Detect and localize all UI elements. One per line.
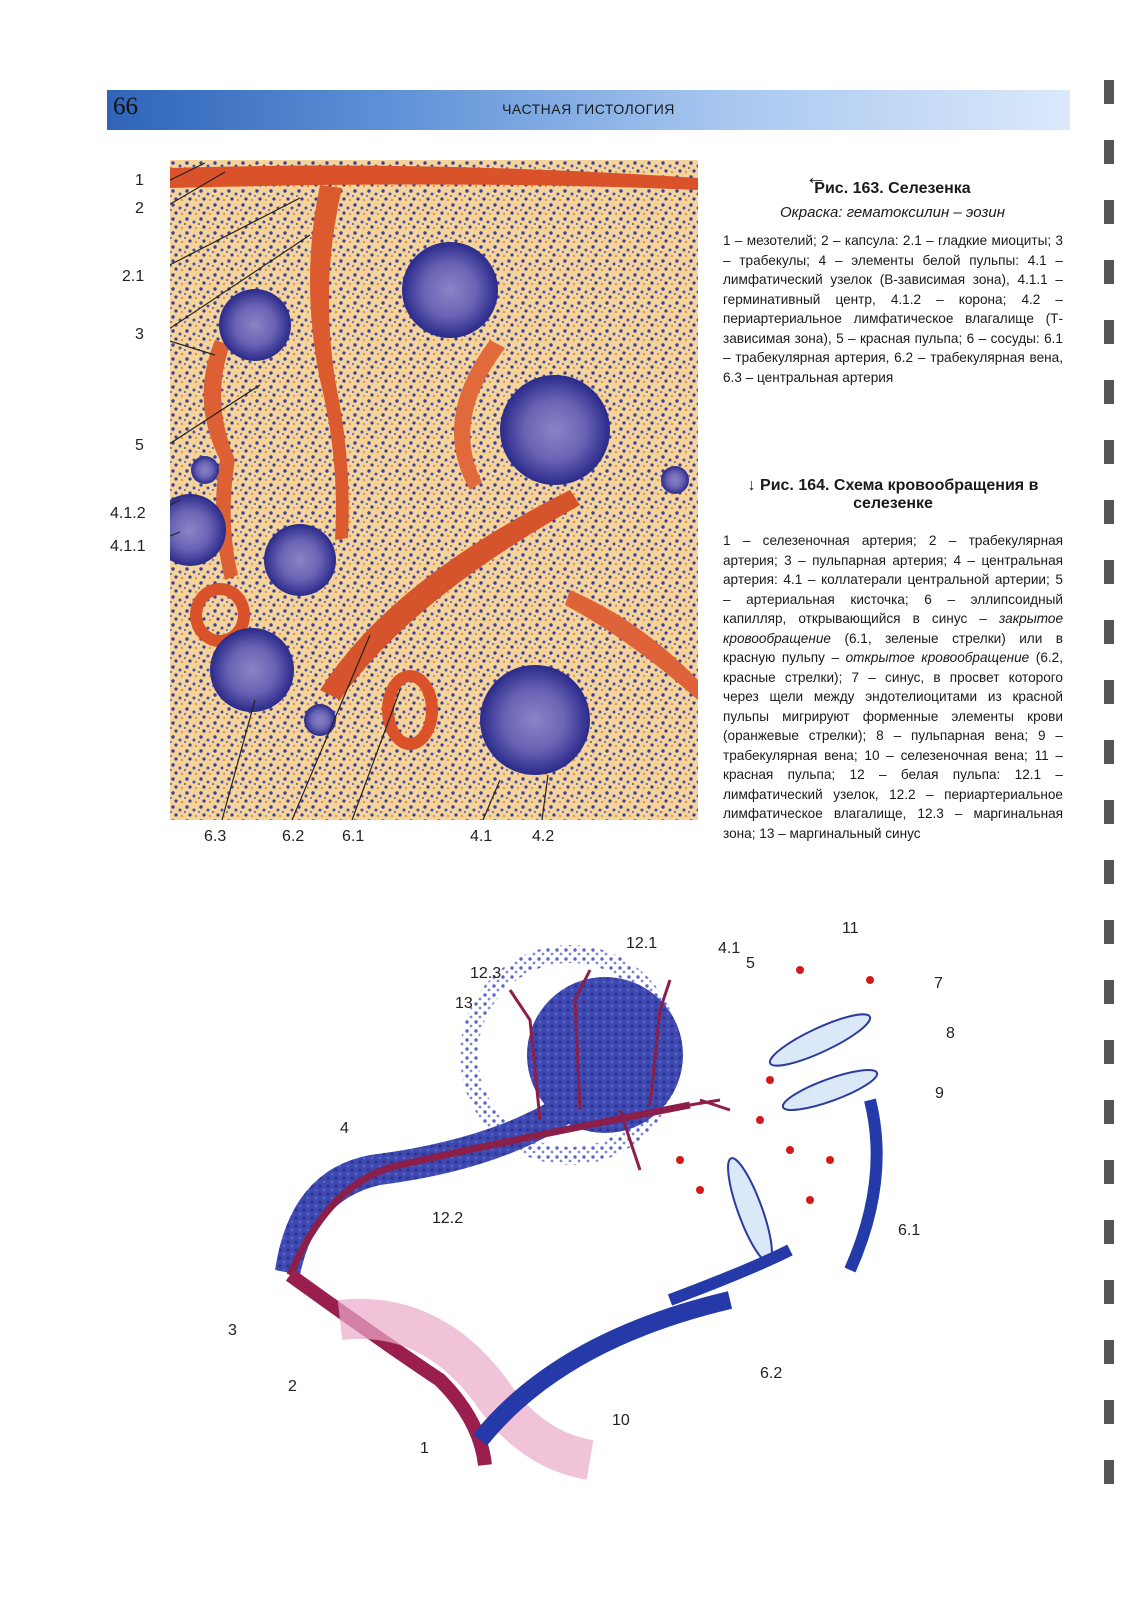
label-4: 4 <box>340 1120 349 1137</box>
binding-mark <box>1104 1460 1114 1484</box>
label-7: 7 <box>934 975 943 992</box>
binding-mark <box>1104 680 1114 704</box>
binding-mark <box>1104 1340 1114 1364</box>
binding-mark <box>1104 440 1114 464</box>
binding-mark <box>1104 1220 1114 1244</box>
label-6-1-b: 6.1 <box>898 1222 921 1239</box>
fig163-subtitle: Окраска: гематоксилин – эозин <box>780 204 1005 221</box>
binding-mark <box>1104 260 1114 284</box>
label-1: 1 <box>135 172 144 189</box>
label-13: 13 <box>455 995 473 1012</box>
fig163-legend: 1 – мезотелий; 2 – капсула: 2.1 – гладкие миоциты; 3 – трабекулы; 4 – элементы белой пульпы: 4.1 – лимфатический узелок (В-зависимая зона), 4.1.1 – герминативный центр, 4.1.2 – корона; 4.2 – периартериальное лимфатическое влагалище (Т-зависимая зона), 5 – красная пульпа; 6 – сосуды: 6.1 – трабекулярная артерия, 6.2 – трабекулярная вена, 6.3 – центральная артерия <box>723 233 1063 385</box>
label-5-b: 5 <box>746 955 755 972</box>
label-12-2: 12.2 <box>432 1210 464 1227</box>
label-11: 11 <box>842 920 859 937</box>
binding-mark <box>1104 860 1114 884</box>
binding-mark <box>1104 1040 1114 1064</box>
label-4-1-1: 4.1.1 <box>110 538 146 555</box>
binding-mark <box>1104 1280 1114 1304</box>
legend-closed-circulation: закрытое кровообращение <box>723 611 1064 646</box>
binding-mark <box>1104 140 1114 164</box>
label-4-1-b: 4.1 <box>718 940 741 957</box>
label-6-1: 6.1 <box>342 828 365 845</box>
binding-mark <box>1104 740 1114 764</box>
binding-edge-decoration <box>1100 60 1124 1520</box>
label-1-b: 1 <box>420 1440 429 1457</box>
label-9: 9 <box>935 1085 944 1102</box>
legend-part-3: (6.2, красные стрелки); 7 – синус, в просвет которого через щели между эндотелиоцитами из красной пульпы мигрируют форменные элементы крови (оранжевые стрелки); 8 – пульпарная вена; 9 – трабекулярная вена; 10 – селезеночная вена; 11 – красная пульпа; 12 – белая пульпа: 12.1 – лимфатический узелок, 12.2 – периартериальное лимфатическое влагалище, 12.3 – маргинальная зона; 13 – маргинальный синус <box>723 650 1063 841</box>
label-3-b: 3 <box>228 1322 237 1339</box>
legend-open-circulation: открытое кровообращение <box>845 650 1030 665</box>
back-arrow-icon: ← <box>805 164 827 189</box>
label-6-2-b: 6.2 <box>760 1365 783 1382</box>
legend-part-1: 1 – селезеночная артерия; 2 – трабекулярная артерия; 3 – пульпарная артерия; 4 – центральная артерия: 4.1 – коллатерали центральной артерии; 5 – артериальная кисточка; 6 – эллипсоидный капилляр, открывающийся в синус – <box>723 533 1063 626</box>
label-8: 8 <box>946 1025 955 1042</box>
binding-mark <box>1104 1400 1114 1424</box>
label-2: 2 <box>135 200 144 217</box>
binding-mark <box>1104 1160 1114 1184</box>
spleen-circulation-diagram <box>230 920 1010 1480</box>
legend-part-2: (6.1, зеленые стрелки) или в красную пульпу – <box>723 630 1064 665</box>
label-10: 10 <box>612 1412 630 1429</box>
label-6-2: 6.2 <box>282 828 305 845</box>
binding-mark <box>1104 980 1114 1004</box>
label-12-3: 12.3 <box>470 965 502 982</box>
label-3: 3 <box>135 326 144 343</box>
spleen-histology-figure <box>170 160 698 820</box>
binding-mark <box>1104 380 1114 404</box>
binding-mark <box>1104 80 1114 104</box>
label-4-1: 4.1 <box>470 828 493 845</box>
label-12-1: 12.1 <box>626 935 658 952</box>
label-2-b: 2 <box>288 1378 297 1395</box>
section-title: ЧАСТНАЯ ГИСТОЛОГИЯ <box>502 101 675 117</box>
label-4-1-2: 4.1.2 <box>110 505 146 522</box>
binding-mark <box>1104 620 1114 644</box>
label-2-1: 2.1 <box>122 268 145 285</box>
running-header <box>107 90 1070 130</box>
label-4-2: 4.2 <box>532 828 555 845</box>
binding-mark <box>1104 1100 1114 1124</box>
label-5: 5 <box>135 437 144 454</box>
fig163-title: Рис. 163. Селезенка <box>814 180 971 197</box>
binding-mark <box>1104 800 1114 824</box>
binding-mark <box>1104 920 1114 944</box>
label-6-3: 6.3 <box>204 828 227 845</box>
page-number: 66 <box>113 93 138 120</box>
binding-mark <box>1104 200 1114 224</box>
binding-mark <box>1104 500 1114 524</box>
binding-mark <box>1104 320 1114 344</box>
binding-mark <box>1104 560 1114 584</box>
fig164-legend <box>723 531 1063 843</box>
fig164-title: ↓ Рис. 164. Схема кровообращения в селезенке <box>747 477 1039 512</box>
